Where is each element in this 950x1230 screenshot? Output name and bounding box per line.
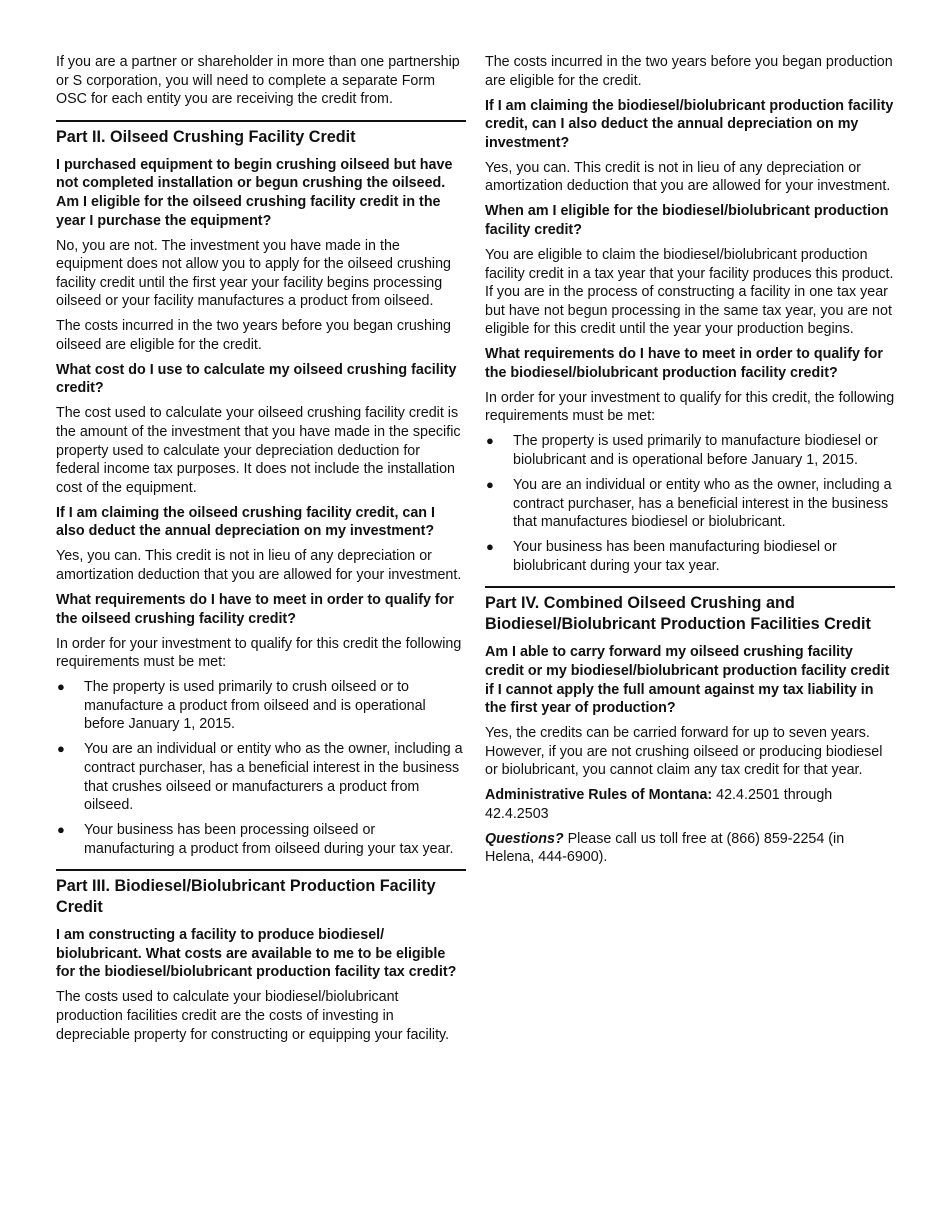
left-column: [56, 53, 466, 1051]
part-2-answer-1: No, you are not. The investment you have made in the equipment does not allow you to apply for the oilseed crushing facility credit until the first year your facility begins processing oilseed or your facility manufactures a product from oilseed.: [56, 237, 452, 310]
list-item: ● Your business has been processing oilseed or manufacturing a product from oilseed during your tax year.: [57, 822, 454, 857]
part-3-answer-3: You are eligible to claim the biodiesel/biolubricant production facility credit in a tax year that your facility produces this product. If you are in the process of constructing a facility in one tax year but have not begun processing in the same tax year, you are not eligible for this credit until the year your production begins.: [485, 246, 894, 338]
list-item: ● You are an individual or entity who as the owner, including a contract purchaser, has a beneficial interest in the business that manufactures biodiesel or biolubricant.: [486, 477, 892, 531]
part-3-question-2: If I am claiming the biodiesel/biolubricant production facility credit, can I also deduct the annual depreciation on my investment?: [485, 97, 894, 151]
part-2-answer-3: Yes, you can. This credit is not in lieu of any depreciation or amortization deduction that you are allowed for your investment.: [56, 548, 462, 583]
questions-contact: [485, 830, 895, 867]
part-3-requirements-list: [485, 432, 895, 575]
bullet-icon: ●: [57, 679, 65, 695]
bullet-icon: ●: [486, 477, 494, 492]
list-item: ● Your business has been manufacturing biodiesel or biolubricant during your tax year.: [486, 539, 837, 574]
bullet-icon: ●: [486, 539, 494, 555]
part-2-question-1: I purchased equipment to begin crushing oilseed but have not completed installation or begun crushing the oilseed. Am I eligible for the oilseed crushing facility credit in the year I purchase the equipment?: [56, 156, 453, 229]
rules-text: 42.4.2501 through 42.4.2503: [485, 787, 833, 822]
part-2-question-4: What requirements do I have to meet in order to qualify for the oilseed crushing facility credit?: [56, 591, 454, 627]
part-3-section: [56, 869, 466, 1044]
bullet-icon: ●: [57, 741, 65, 757]
bullet-icon: ●: [57, 822, 65, 838]
questions-text: Please call us toll free at (866) 859-2254 (in Helena, 444-6900).: [485, 830, 845, 866]
part-3-title: Part III. Biodiesel/Biolubricant Production Facility Credit: [56, 877, 436, 917]
part-4-question-1: Am I able to carry forward my oilseed crushing facility credit or my biodiesel/biolubricant production facility credit if I cannot apply the full amount against my tax liability in the first year of production?: [485, 644, 890, 717]
part-2-answer-4: In order for your investment to qualify for this credit the following requirements must be met:: [56, 635, 462, 671]
part-2-requirements-list: [56, 678, 466, 858]
list-item: ● The property is used primarily to crush oilseed or to manufacture a product from oilseed and is operational before January 1, 2015.: [57, 679, 426, 733]
part-2-answer-1b: The costs incurred in the two years before you began crushing oilseed are eligible for the credit.: [56, 318, 451, 353]
list-item: ● You are an individual or entity who as the owner, including a contract purchaser, has a beneficial interest in the business that crushes oilseed or manufacturers a product from oilseed.: [57, 741, 463, 814]
part-3-question-4: What requirements do I have to meet in order to qualify for the biodiesel/biolubricant production facility credit?: [485, 346, 883, 381]
part-4-title: Part IV. Combined Oilseed Crushing and Biodiesel/Biolubricant Production Facilities Credit: [485, 594, 871, 634]
part-2-answer-2: The cost used to calculate your oilseed crushing facility credit is the amount of the investment that you have made in the specific property used to calculate your depreciation deduction for federal income tax purposes. It does not include the installation cost of the equipment.: [56, 405, 461, 496]
list-item: ● The property is used primarily to manufacture biodiesel or biolubricant and is operational before January 1, 2015.: [486, 433, 878, 469]
part-4-section: [485, 586, 895, 867]
part-3-question-3: When am I eligible for the biodiesel/biolubricant production facility credit?: [485, 203, 889, 238]
administrative-rules: [485, 786, 895, 823]
intro-paragraph: If you are a partner or shareholder in more than one partnership or S corporation, you will need to complete a separate Form OSC for each entity you are receiving the credit from.: [56, 54, 460, 108]
questions-label: Questions?: [485, 830, 564, 847]
part-2-title: Part II. Oilseed Crushing Facility Credit: [56, 127, 356, 146]
part-2-question-3: If I am claiming the oilseed crushing facility credit, can I also deduct the annual depreciation on my investment?: [56, 504, 435, 540]
part-3-answer-1: The costs used to calculate your biodiesel/biolubricant production facilities credit are the costs of investing in depreciable property for constructing or equipping your facility.: [56, 989, 450, 1043]
part-3-answer-2: Yes, you can. This credit is not in lieu of any depreciation or amortization deduction that you are allowed for your investment.: [485, 159, 891, 195]
part-2-section: [56, 120, 466, 858]
part-4-answer-1: Yes, the credits can be carried forward for up to seven years. However, if you are not crushing oilseed or producing biodiesel or biolubricant, you cannot claim any tax credit for that year.: [485, 725, 883, 779]
rules-label: Administrative Rules of Montana:: [485, 787, 713, 804]
part-3-answer-4: In order for your investment to qualify for this credit, the following requirements must be met:: [485, 389, 895, 425]
right-column: [485, 53, 895, 873]
bullet-icon: ●: [486, 433, 494, 449]
part-3-answer-1-continued: The costs incurred in the two years before you began production are eligible for the credit.: [485, 54, 893, 89]
part-2-question-2: What cost do I use to calculate my oilseed crushing facility credit?: [56, 361, 457, 397]
part-3-question-1: I am constructing a facility to produce biodiesel/ biolubricant. What costs are available to me to be eligible for the biodiesel/biolubricant production facility tax credit?: [56, 927, 457, 981]
